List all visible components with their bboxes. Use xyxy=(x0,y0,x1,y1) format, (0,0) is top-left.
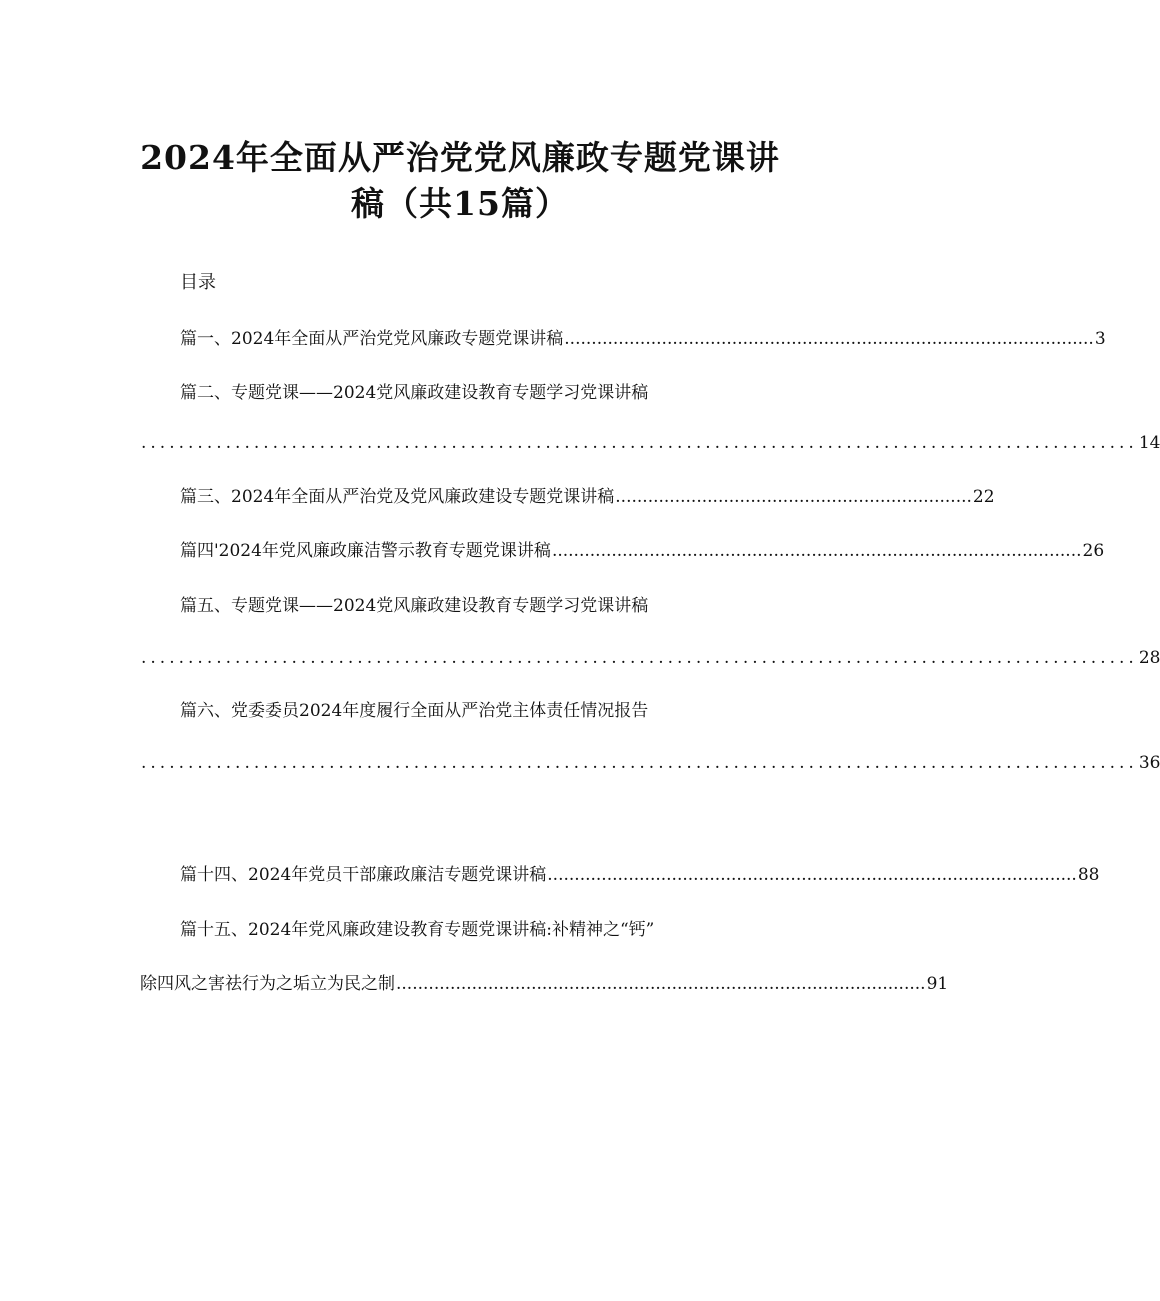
toc-entry-4[interactable] xyxy=(180,538,1105,564)
toc-leader-dots: .................................................................................................. xyxy=(564,329,1094,349)
toc-entry-2-leader[interactable] xyxy=(140,430,1160,456)
toc-entry-6-leader[interactable] xyxy=(140,750,1160,776)
toc-entry-page: 88 xyxy=(1077,865,1100,885)
toc-entry-5-title[interactable]: 篇五、专题党课——2024党风廉政建设教育专题学习党课讲稿 xyxy=(180,596,649,616)
toc-leader-dots: .......................................................................................................... xyxy=(141,753,1138,773)
document-title-line-1: 2024年全面从严治党党风廉政专题党课讲 xyxy=(140,138,780,177)
toc-entry-page: 22 xyxy=(972,487,995,507)
toc-entry-14[interactable] xyxy=(180,862,1100,888)
toc-entry-page: 28 xyxy=(1138,648,1160,668)
toc-entry-title: 篇一、2024年全面从严治党党风廉政专题党课讲稿 xyxy=(180,329,564,349)
toc-entry-5-leader[interactable] xyxy=(140,645,1160,671)
toc-entry-page: 14 xyxy=(1138,433,1160,453)
toc-entry-page: 3 xyxy=(1094,329,1106,349)
toc-entry-2-title[interactable]: 篇二、专题党课——2024党风廉政建设教育专题学习党课讲稿 xyxy=(180,383,649,403)
toc-leader-dots: .......................................................................................................... xyxy=(141,433,1138,453)
toc-entry-page: 26 xyxy=(1082,541,1105,561)
toc-entry-15-title[interactable]: 篇十五、2024年党风廉政建设教育专题党课讲稿:补精神之“钙” xyxy=(180,920,655,940)
toc-entry-title: 篇三、2024年全面从严治党及党风廉政建设专题党课讲稿 xyxy=(180,487,615,507)
toc-leader-dots: .................................................................................................. xyxy=(396,974,926,994)
toc-entry-title: 篇十四、2024年党员干部廉政廉洁专题党课讲稿 xyxy=(180,865,547,885)
toc-heading: 目录 xyxy=(180,272,216,293)
document-title-line-2: 稿（共15篇） xyxy=(351,184,569,223)
toc-leader-dots: .......................................................................................................... xyxy=(141,648,1138,668)
toc-leader-dots: .................................................................................................. xyxy=(551,541,1082,561)
toc-entry-1[interactable] xyxy=(180,326,1106,352)
toc-entry-title-continuation: 除四风之害祛行为之垢立为民之制 xyxy=(140,974,395,994)
toc-leader-dots: .................................................................................................. xyxy=(547,865,1077,885)
toc-entry-15-continuation[interactable] xyxy=(140,971,949,997)
toc-entry-title: 篇四'2024年党风廉政廉洁警示教育专题党课讲稿 xyxy=(180,541,551,561)
toc-leader-dots: .................................................................. xyxy=(615,487,972,507)
toc-entry-page: 36 xyxy=(1138,753,1160,773)
toc-entry-3[interactable] xyxy=(180,484,995,510)
toc-entry-6-title[interactable]: 篇六、党委委员2024年度履行全面从严治党主体责任情况报告 xyxy=(180,701,649,721)
toc-entry-page: 91 xyxy=(926,974,949,994)
